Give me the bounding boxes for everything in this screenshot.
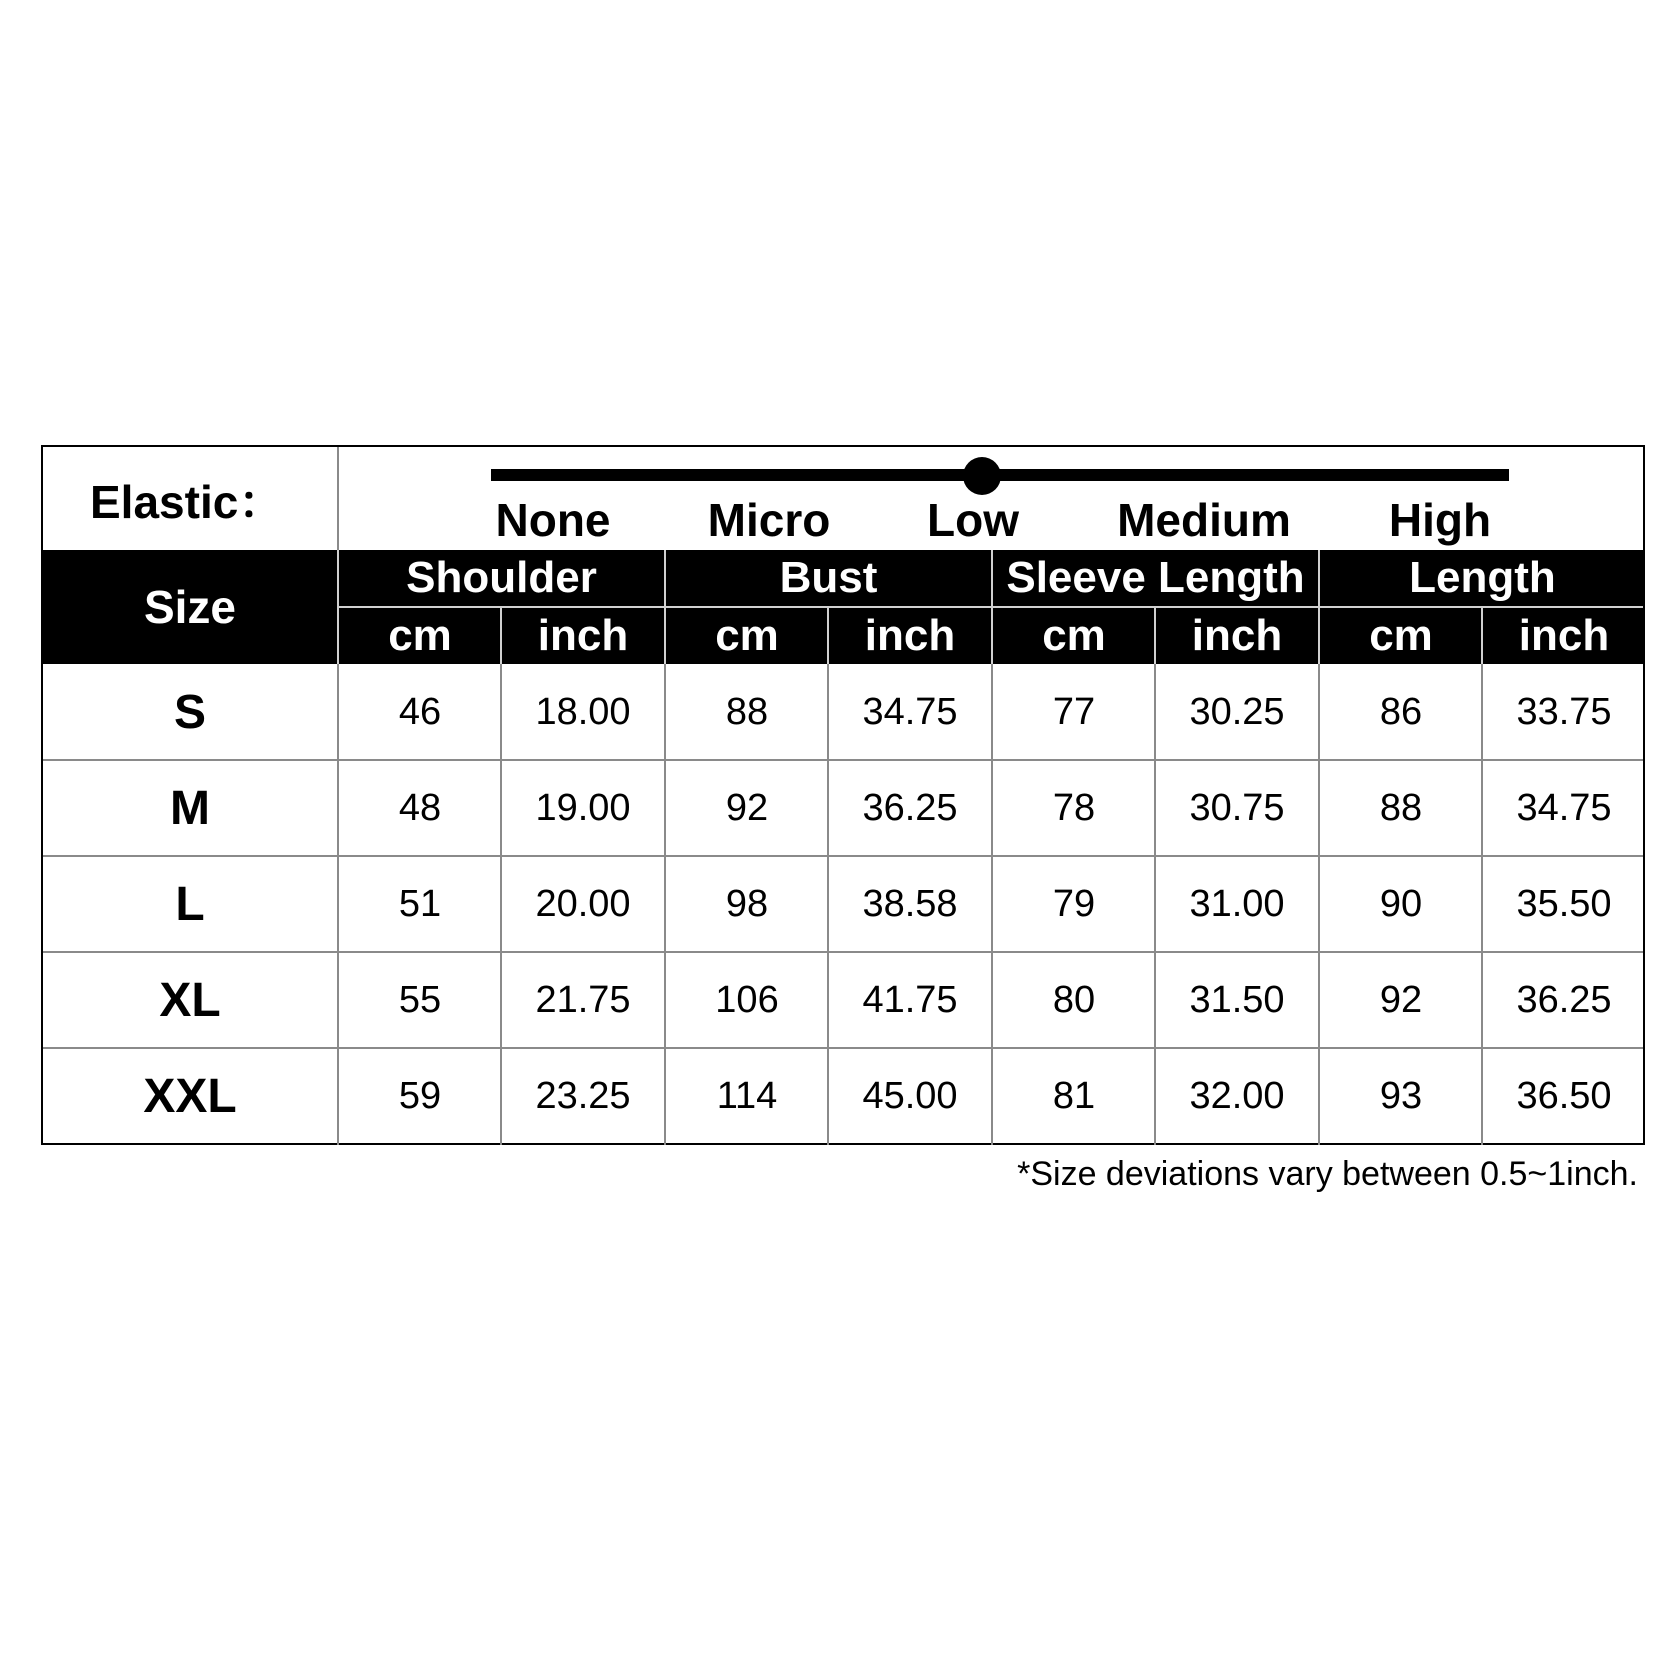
- sleeve-length-header: Sleeve Length: [1006, 553, 1305, 602]
- table-cell: 45.00: [862, 1074, 958, 1117]
- unit-header-cm: cm: [1369, 611, 1433, 660]
- table-cell: 34.75: [862, 690, 958, 733]
- table-cell: 21.75: [535, 978, 631, 1021]
- table-cell: 59: [398, 1074, 442, 1117]
- size-column-header: Size: [143, 581, 237, 633]
- unit-header-inch: inch: [1518, 611, 1610, 660]
- table-cell: 23.25: [535, 1074, 631, 1117]
- table-cell: 78: [1052, 786, 1096, 829]
- size-label: S: [173, 685, 206, 739]
- table-cell: 41.75: [862, 978, 958, 1021]
- table-cell: 92: [725, 786, 769, 829]
- table-cell: 79: [1052, 882, 1096, 925]
- table-cell: 92: [1379, 978, 1423, 1021]
- size-label: XXL: [143, 1069, 237, 1123]
- unit-header-cm: cm: [1042, 611, 1106, 660]
- table-cell: 114: [716, 1074, 778, 1117]
- table-cell: 32.00: [1189, 1074, 1285, 1117]
- table-cell: 31.50: [1189, 978, 1285, 1021]
- header-divider: [827, 606, 829, 664]
- shoulder-header: Shoulder: [406, 553, 597, 602]
- elastic-level-none: None: [495, 494, 611, 546]
- table-cell: 51: [398, 882, 442, 925]
- table-cell: 35.50: [1516, 882, 1612, 925]
- header-divider: [500, 606, 502, 664]
- unit-header-cm: cm: [388, 611, 452, 660]
- header-divider: [1154, 606, 1156, 664]
- table-cell: 31.00: [1189, 882, 1285, 925]
- table-cell: 48: [398, 786, 442, 829]
- table-cell: 18.00: [535, 690, 631, 733]
- table-cell: 77: [1052, 690, 1096, 733]
- table-cell: 33.75: [1516, 690, 1612, 733]
- table-cell: 30.25: [1189, 690, 1285, 733]
- table-cell: 80: [1052, 978, 1096, 1021]
- table-cell: 34.75: [1516, 786, 1612, 829]
- table-cell: 36.25: [862, 786, 958, 829]
- unit-header-inch: inch: [864, 611, 956, 660]
- table-cell: 20.00: [535, 882, 631, 925]
- table-cell: 36.50: [1516, 1074, 1612, 1117]
- elastic-level-micro: Micro: [707, 494, 831, 546]
- size-label: XL: [159, 973, 221, 1027]
- elastic-label: Elastic：: [90, 475, 285, 528]
- table-cell: 88: [725, 690, 769, 733]
- elastic-level-high: High: [1388, 494, 1492, 546]
- table-cell: 46: [398, 690, 442, 733]
- unit-header-cm: cm: [715, 611, 779, 660]
- table-cell: 81: [1052, 1074, 1096, 1117]
- unit-header-inch: inch: [537, 611, 629, 660]
- size-label: M: [170, 781, 210, 835]
- table-cell: 19.00: [535, 786, 631, 829]
- table-cell: 106: [715, 978, 779, 1021]
- size-label: L: [175, 877, 205, 931]
- table-cell: 55: [398, 978, 442, 1021]
- table-cell: 30.75: [1189, 786, 1285, 829]
- table-cell: 38.58: [862, 882, 958, 925]
- unit-header-inch: inch: [1191, 611, 1283, 660]
- header-divider: [337, 606, 1643, 608]
- table-cell: 86: [1379, 690, 1423, 733]
- table-cell: 93: [1379, 1074, 1423, 1117]
- table-cell: 36.25: [1516, 978, 1612, 1021]
- elastic-scale-indicator: [963, 457, 1001, 495]
- elastic-divider: [337, 447, 339, 550]
- length-header: Length: [1409, 553, 1556, 602]
- size-deviation-note: *Size deviations vary between 0.5~1inch.: [1017, 1155, 1638, 1193]
- bust-header: Bust: [779, 553, 878, 602]
- table-cell: 98: [725, 882, 769, 925]
- elastic-level-medium: Medium: [1117, 494, 1291, 546]
- size-chart: [41, 445, 1645, 1145]
- header-divider: [1481, 606, 1483, 664]
- elastic-level-low: Low: [927, 494, 1019, 546]
- table-cell: 90: [1379, 882, 1423, 925]
- table-cell: 88: [1379, 786, 1423, 829]
